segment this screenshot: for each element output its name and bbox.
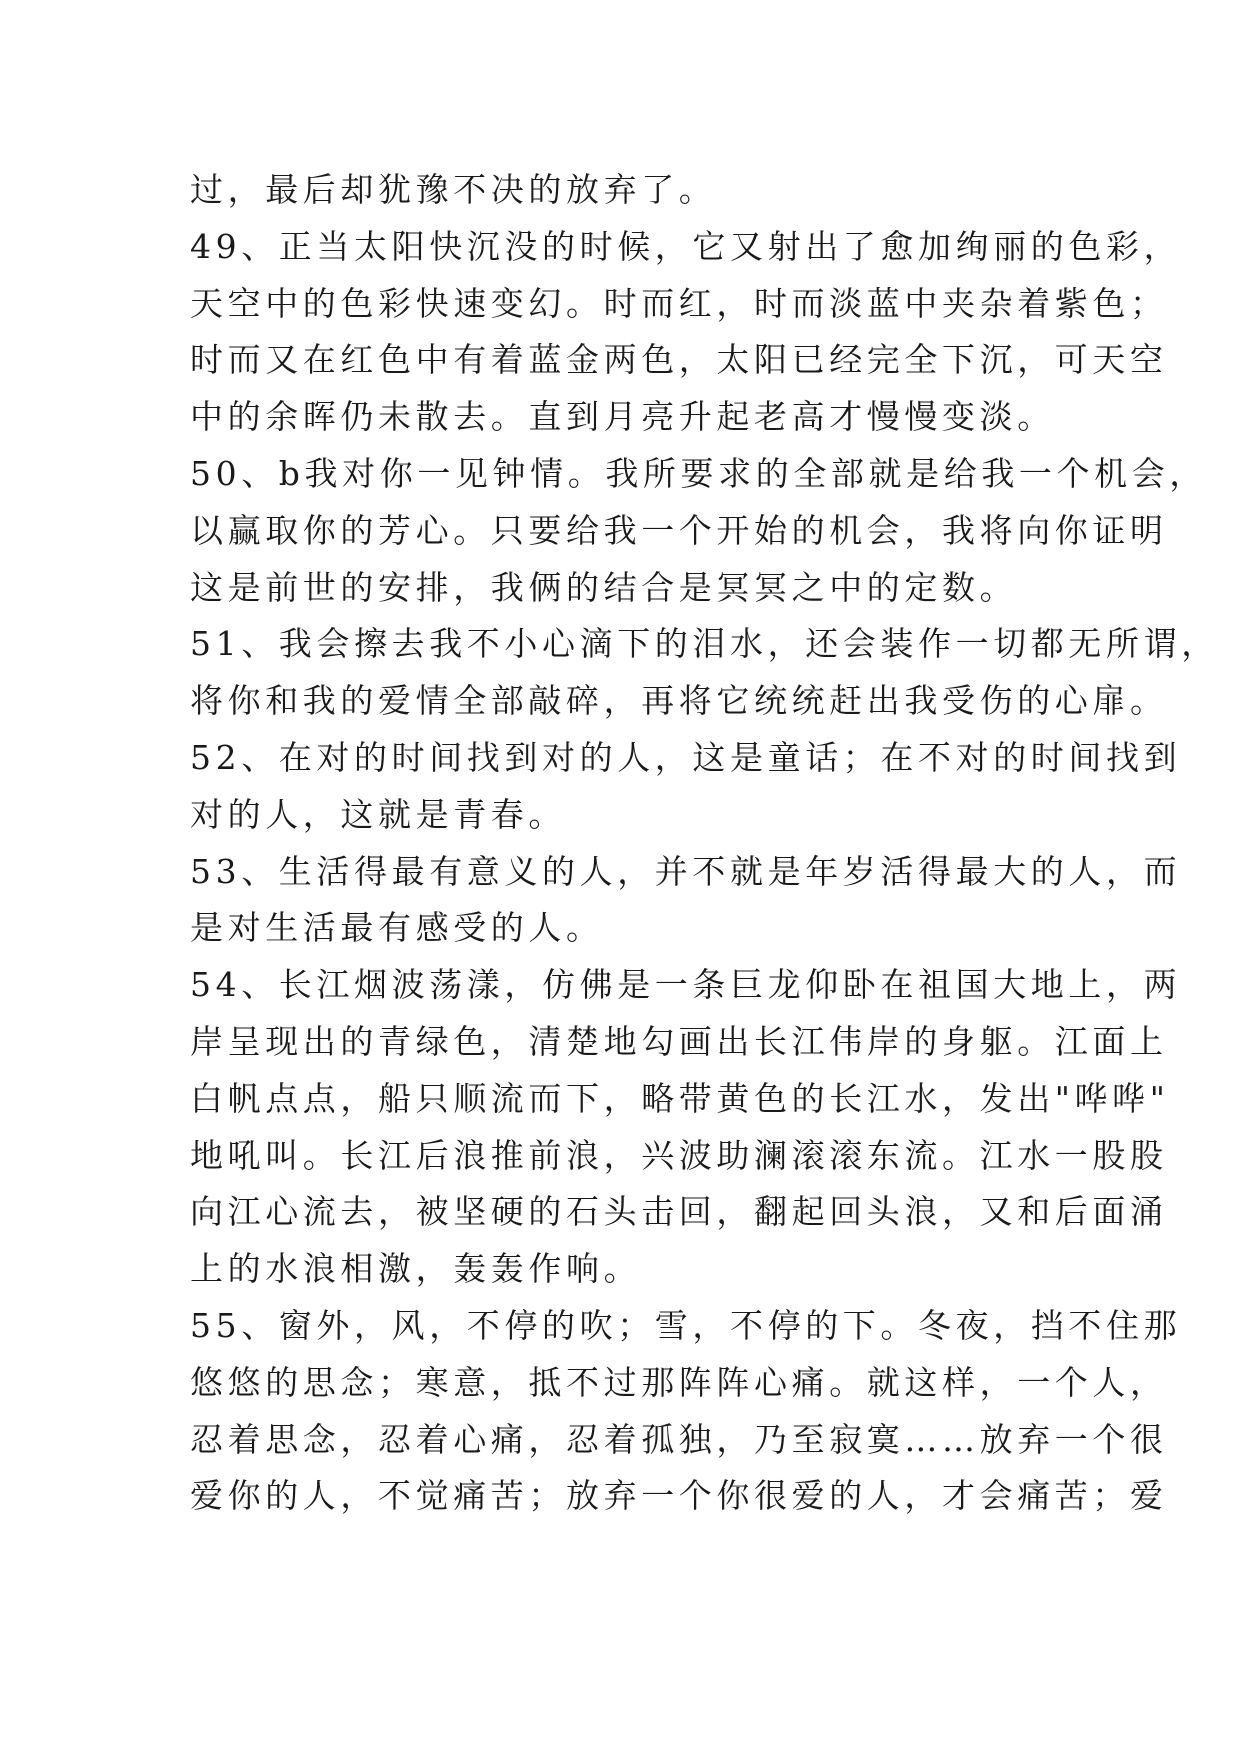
- text-line: 时而又在红色中有着蓝金两色，太阳已经完全下沉，可天空: [190, 340, 1168, 380]
- text-line: 白帆点点，船只顺流而下，略带黄色的长江水，发出"哗哗": [190, 1078, 1170, 1118]
- text-line: 50、b我对你一见钟情。我所要求的全部就是给我一个机会，: [190, 453, 1207, 493]
- text-line: 49、正当太阳快沉没的时候，它又射出了愈加绚丽的色彩，: [190, 226, 1182, 266]
- text-line: 上的水浪相激，轰轰作响。: [190, 1249, 642, 1289]
- text-line: 中的余晖仍未散去。直到月亮升起老高才慢慢变淡。: [190, 397, 1055, 437]
- text-line: 将你和我的爱情全部敲碎，再将它统统赶出我受伤的心扉。: [190, 681, 1168, 721]
- text-line: 岸呈现出的青绿色，清楚地勾画出长江伟岸的身躯。江面上: [190, 1021, 1168, 1061]
- text-line: 53、生活得最有意义的人，并不就是年岁活得最大的人，而: [190, 851, 1182, 891]
- text-line: 悠悠的思念；寒意，抵不过那阵阵心痛。就这样，一个人，: [190, 1362, 1168, 1402]
- text-line: 地吼叫。长江后浪推前浪，兴波助澜滚滚东流。江水一股股: [190, 1135, 1168, 1175]
- text-line: 52、在对的时间找到对的人，这是童话；在不对的时间找到: [190, 737, 1182, 777]
- text-line: 对的人，这就是青春。: [190, 794, 566, 834]
- text-line: 天空中的色彩快速变幻。时而红，时而淡蓝中夹杂着紫色；: [190, 283, 1168, 323]
- text-line: 以赢取你的芳心。只要给我一个开始的机会，我将向你证明: [190, 510, 1168, 550]
- text-line: 这是前世的安排，我俩的结合是冥冥之中的定数。: [190, 567, 1018, 607]
- text-line: 54、长江烟波荡漾，仿佛是一条巨龙仰卧在祖国大地上，两: [190, 965, 1182, 1005]
- text-line: 向江心流去，被坚硬的石头击回，翻起回头浪，又和后面涌: [190, 1192, 1168, 1232]
- text-line: 爱你的人，不觉痛苦；放弃一个你很爱的人，才会痛苦；爱: [190, 1476, 1168, 1516]
- document-body: [190, 162, 1219, 1525]
- text-line: 51、我会擦去我不小心滴下的泪水，还会装作一切都无所谓，: [190, 624, 1219, 664]
- text-line: 过，最后却犹豫不决的放弃了。: [190, 170, 717, 209]
- text-line: 是对生活最有感受的人。: [190, 908, 604, 948]
- text-line: 忍着思念，忍着心痛，忍着孤独，乃至寂寞……放弃一个很: [190, 1419, 1168, 1459]
- text-line: 55、窗外，风，不停的吹；雪，不停的下。冬夜，挡不住那: [190, 1305, 1182, 1345]
